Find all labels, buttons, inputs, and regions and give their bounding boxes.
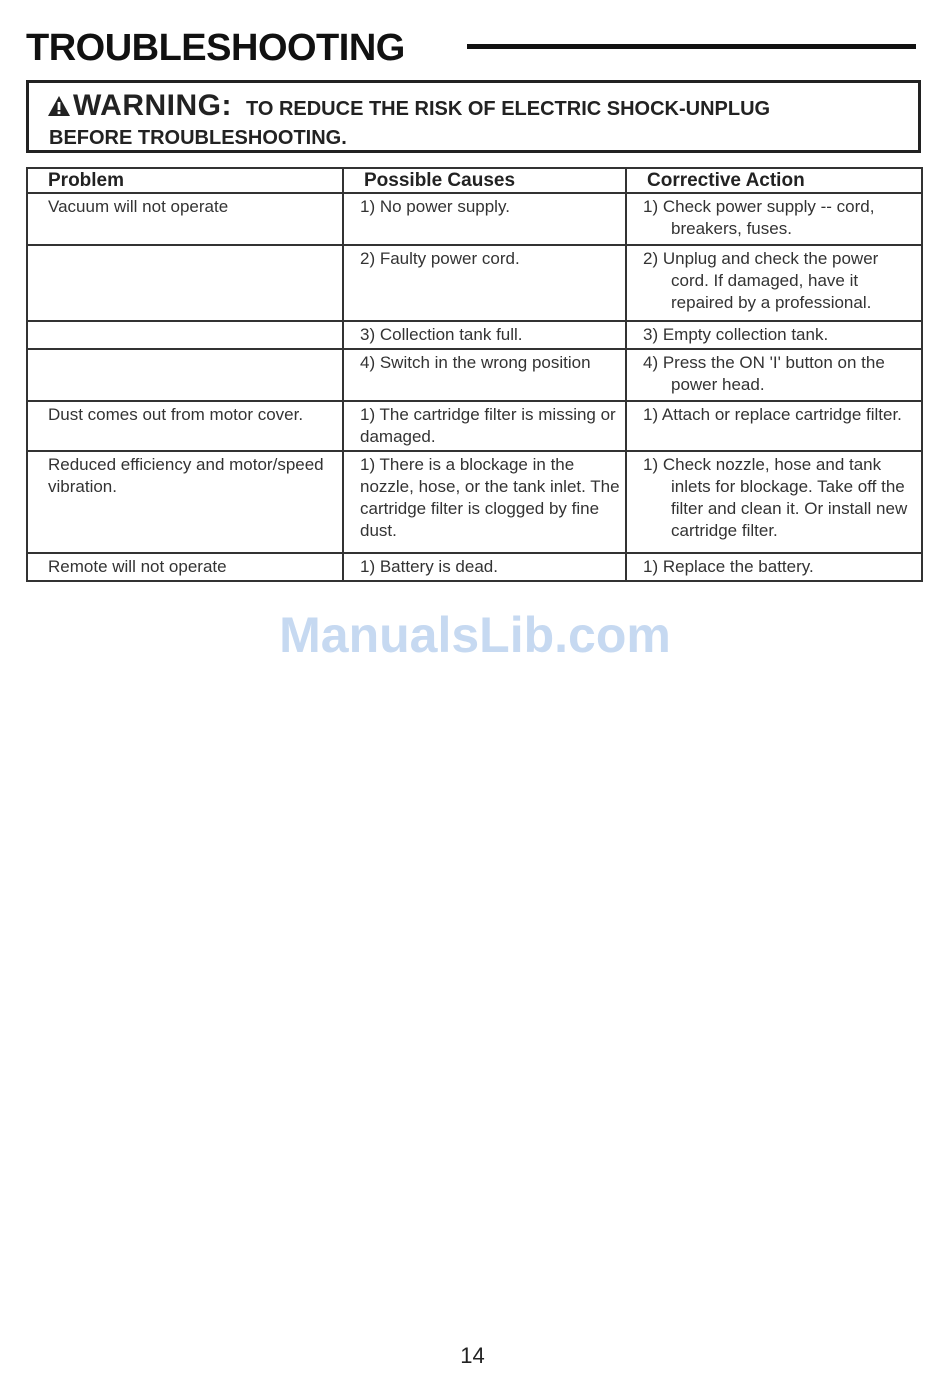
cause-text: 2) Faulty power cord. [360, 249, 520, 268]
action-text: 4) Press the ON 'I' button on the power head. [643, 353, 885, 394]
action-text: 1) Replace the battery. [643, 557, 814, 576]
action-text: 1) Check nozzle, hose and tank inlets for blockage. Take off the filter and clean it. Or install new cartridge filter. [643, 455, 908, 540]
warning-triangle-icon [47, 95, 71, 122]
table-row [27, 245, 922, 321]
warning-text-continued: BEFORE TROUBLESHOOTING. [49, 127, 347, 149]
action-text: 1) Attach or replace cartridge filter. [643, 405, 902, 424]
action-cell [626, 193, 922, 245]
cause-cell [343, 193, 626, 245]
cause-text: 4) Switch in the wrong position [360, 353, 591, 372]
warning-line-1 [47, 89, 770, 123]
table-row [27, 321, 922, 349]
cause-text: 1) The cartridge filter is missing or damaged. [360, 405, 616, 446]
troubleshooting-table [26, 167, 923, 582]
page-title: TROUBLESHOOTING [26, 27, 405, 69]
watermark: ManualsLib.com [279, 607, 671, 663]
action-cell [626, 245, 922, 321]
table-row [27, 451, 922, 553]
problem-cell: Remote will not operate [27, 553, 343, 581]
problem-cell [27, 321, 343, 349]
action-text: 2) Unplug and check the power cord. If damaged, have it repaired by a professional. [643, 249, 879, 312]
cause-cell [343, 321, 626, 349]
problem-cell: Dust comes out from motor cover. [27, 401, 343, 451]
title-rule [467, 44, 916, 49]
table-row [27, 349, 922, 401]
cause-cell [343, 401, 626, 451]
action-cell [626, 349, 922, 401]
action-text: 3) Empty collection tank. [643, 325, 829, 344]
warning-box [26, 80, 921, 153]
header-problem: Problem [27, 168, 343, 193]
cause-cell [343, 349, 626, 401]
cause-cell [343, 245, 626, 321]
table-row [27, 193, 922, 245]
cause-text: 3) Collection tank full. [360, 325, 523, 344]
action-cell [626, 401, 922, 451]
problem-cell [27, 245, 343, 321]
header-possible-causes: Possible Causes [343, 168, 626, 193]
action-cell [626, 321, 922, 349]
cause-cell [343, 553, 626, 581]
warning-text: TO REDUCE THE RISK OF ELECTRIC SHOCK-UNPLUG [245, 98, 771, 120]
page-number: 14 [460, 1343, 485, 1368]
cause-text: 1) Battery is dead. [360, 557, 498, 576]
problem-cell: Vacuum will not operate [27, 193, 343, 245]
cause-text: 1) There is a blockage in the nozzle, hose, or the tank inlet. The cartridge filter is clogged by fine dust. [360, 455, 620, 540]
action-cell [626, 553, 922, 581]
problem-cell [27, 349, 343, 401]
action-text: 1) Check power supply -- cord, breakers, fuses. [643, 197, 875, 238]
problem-cell: Reduced efficiency and motor/speed vibration. [27, 451, 343, 553]
table-header-row [27, 168, 922, 193]
action-cell [626, 451, 922, 553]
warning-word: WARNING: [73, 89, 232, 122]
cause-text: 1) No power supply. [360, 197, 510, 216]
header-corrective-action: Corrective Action [626, 168, 922, 193]
cause-cell [343, 451, 626, 553]
table-row [27, 553, 922, 581]
table-row [27, 401, 922, 451]
